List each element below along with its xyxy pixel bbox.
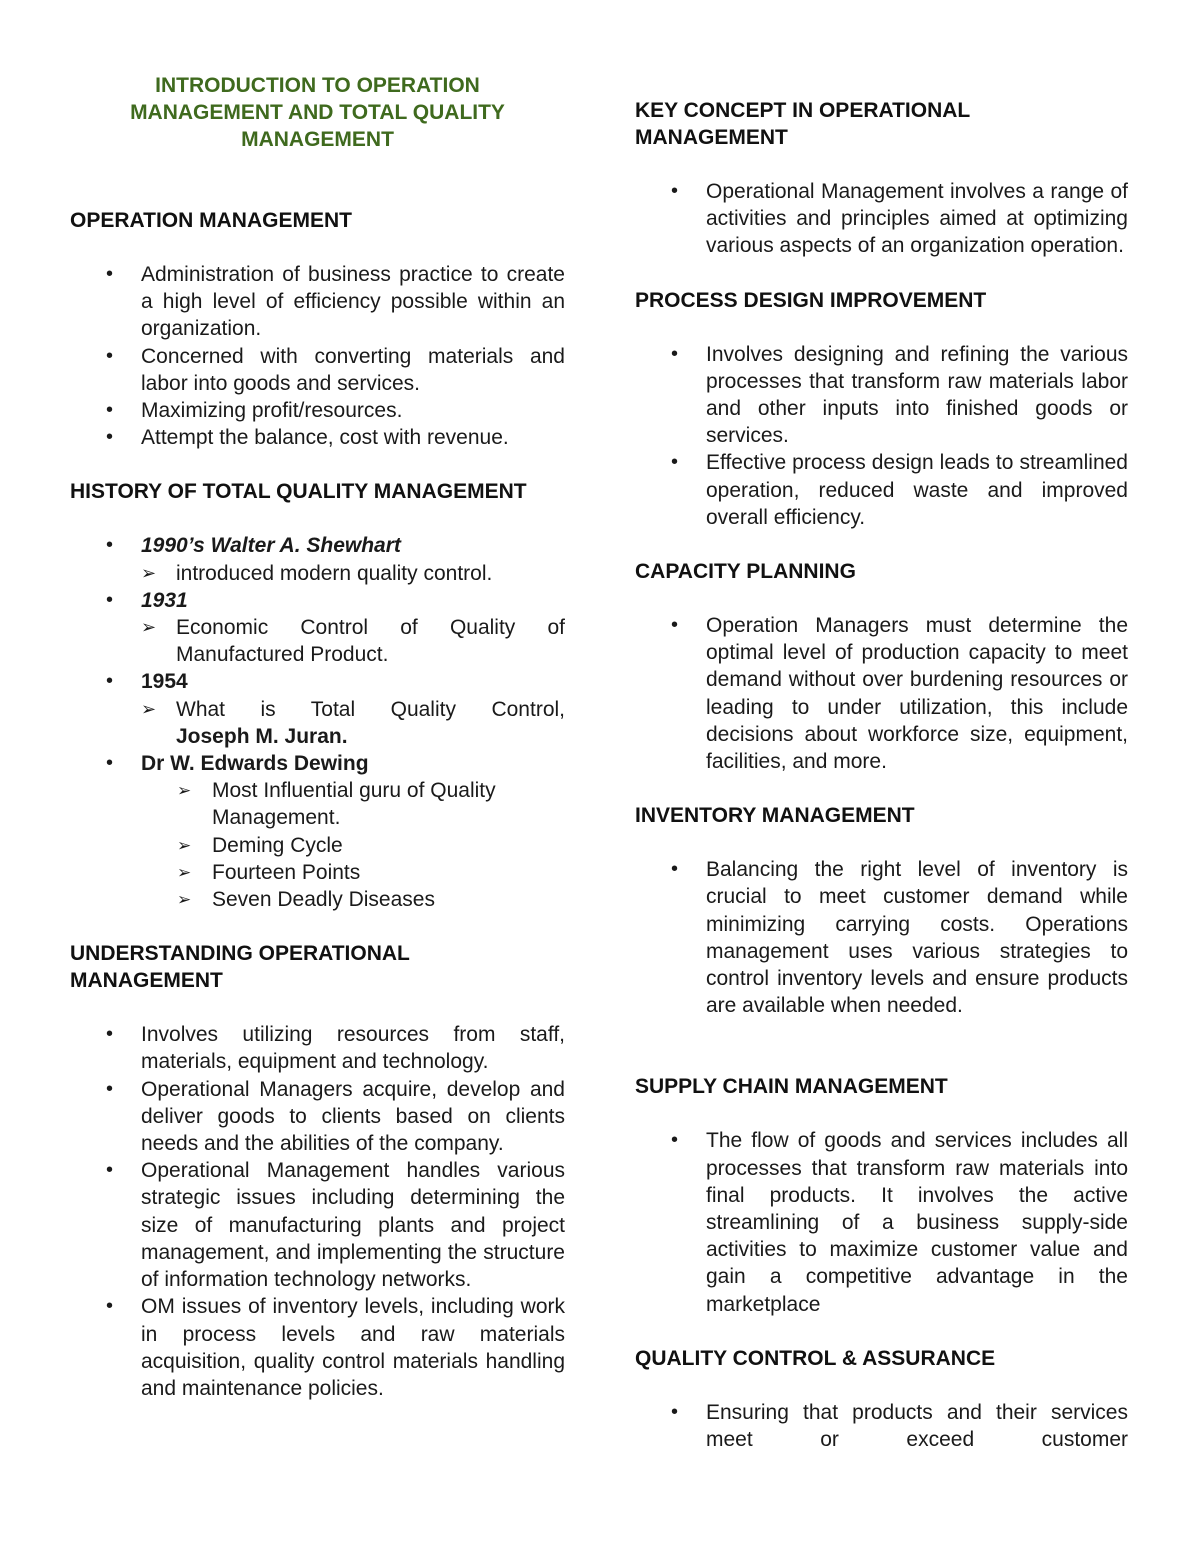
operation-management-list: [70, 261, 565, 451]
inventory-list: [635, 856, 1128, 1019]
history-subitem: ➢ Deming Cycle: [141, 832, 565, 859]
history-subitem: ➢ Fourteen Points: [141, 859, 565, 886]
understanding-list: [70, 1021, 565, 1402]
list-item: • Effective process design leads to streamlined operation, reduced waste and improved overall efficiency.: [635, 449, 1128, 531]
history-label: Dr W. Edwards Dewing: [141, 752, 369, 776]
history-entry-1954: [70, 668, 565, 750]
history-entry-1931: [70, 587, 565, 669]
history-label: 1954: [141, 670, 188, 694]
history-list: [70, 532, 565, 913]
history-label: 1931: [141, 588, 188, 612]
history-subitem-text: ➢ What is Total Quality Control,: [176, 697, 565, 721]
list-item: • Ensuring that products and their services meet or exceed customer: [635, 1399, 1128, 1453]
section-heading-key-concept: KEY CONCEPT IN OPERATIONAL MANAGEMENT: [635, 99, 970, 149]
section-heading-supply-chain: SUPPLY CHAIN MANAGEMENT: [635, 1075, 948, 1099]
history-subitem: [141, 696, 565, 750]
right-column: [635, 97, 1128, 1453]
section-heading-process-design: PROCESS DESIGN IMPROVEMENT: [635, 288, 987, 312]
capacity-list: [635, 612, 1128, 775]
list-item: • OM issues of inventory levels, including work in process levels and raw materials acquisition, quality control materials handling and maintenance policies.: [70, 1293, 565, 1402]
list-item: • Operational Management involves a range of activities and principles aimed at optimizing various aspects of an organization operation.: [635, 178, 1128, 260]
list-item: • Concerned with converting materials and labor into goods and services.: [70, 343, 565, 397]
document-title: [70, 72, 565, 153]
list-item: • Administration of business practice to create a high level of efficiency possible within an organization.: [70, 261, 565, 343]
list-item: • Involves designing and refining the various processes that transform raw materials labor and other inputs into finished goods or services.: [635, 341, 1128, 450]
history-sublist: [141, 614, 565, 668]
supply-chain-list: [635, 1127, 1128, 1317]
history-entry-deming: [70, 750, 565, 913]
history-sublist: [141, 560, 565, 587]
list-item: • Operation Managers must determine the optimal level of production capacity to meet demand without over burdening resources or leading to under utilization, this include decisions about workforce size, equipment, facilities, and more.: [635, 612, 1128, 775]
section-heading-understanding: UNDERSTANDING OPERATIONAL MANAGEMENT: [70, 942, 410, 993]
list-item: • Maximizing profit/resources.: [70, 397, 565, 424]
list-item: • Involves utilizing resources from staff, materials, equipment and technology.: [70, 1021, 565, 1075]
history-subitem-author: Joseph M. Juran.: [176, 724, 348, 748]
history-sublist: [141, 777, 565, 913]
quality-list: [635, 1399, 1128, 1453]
process-design-list: [635, 341, 1128, 531]
section-heading-inventory: INVENTORY MANAGEMENT: [635, 804, 915, 828]
history-subitem: ➢ Seven Deadly Diseases: [141, 886, 565, 913]
list-item: • Operational Managers acquire, develop and deliver goods to clients based on clients needs and the abilities of the company.: [70, 1076, 565, 1158]
title-line-3: MANAGEMENT: [241, 128, 394, 151]
history-subitem: ➢ introduced modern quality control.: [141, 560, 565, 587]
history-subitem: ➢ Economic Control of Quality of Manufactured Product.: [141, 614, 565, 668]
list-item: • Operational Management handles various strategic issues including determining the size of manufacturing plants and project management, and implementing the structure of information technology networks.: [70, 1157, 565, 1293]
list-item: • Balancing the right level of inventory is crucial to meet customer demand while minimizing carrying costs. Operations management uses various strategies to control inventory levels and ensure products are available when needed.: [635, 856, 1128, 1019]
list-item: • Attempt the balance, cost with revenue.: [70, 424, 565, 451]
key-concept-list: [635, 178, 1128, 260]
title-line-1: INTRODUCTION TO OPERATION: [155, 74, 480, 97]
history-subitem: ➢ Most Influential guru of Quality Management.: [141, 777, 565, 831]
title-line-2: MANAGEMENT AND TOTAL QUALITY: [130, 101, 505, 124]
section-heading-capacity: CAPACITY PLANNING: [635, 560, 856, 584]
history-entry-1990s: [70, 532, 565, 586]
list-item: • The flow of goods and services includes all processes that transform raw materials into final products. It involves the active streamlining of a business supply-side activities to maximize customer value and gain a competitive advantage in the marketplace: [635, 1127, 1128, 1317]
section-heading-quality: QUALITY CONTROL & ASSURANCE: [635, 1346, 996, 1370]
history-sublist: [141, 696, 565, 750]
section-heading-history: HISTORY OF TOTAL QUALITY MANAGEMENT: [70, 480, 527, 504]
left-column: [70, 72, 565, 1402]
section-heading-operation-management: OPERATION MANAGEMENT: [70, 209, 352, 232]
history-label: 1990’s Walter A. Shewhart: [141, 534, 401, 558]
